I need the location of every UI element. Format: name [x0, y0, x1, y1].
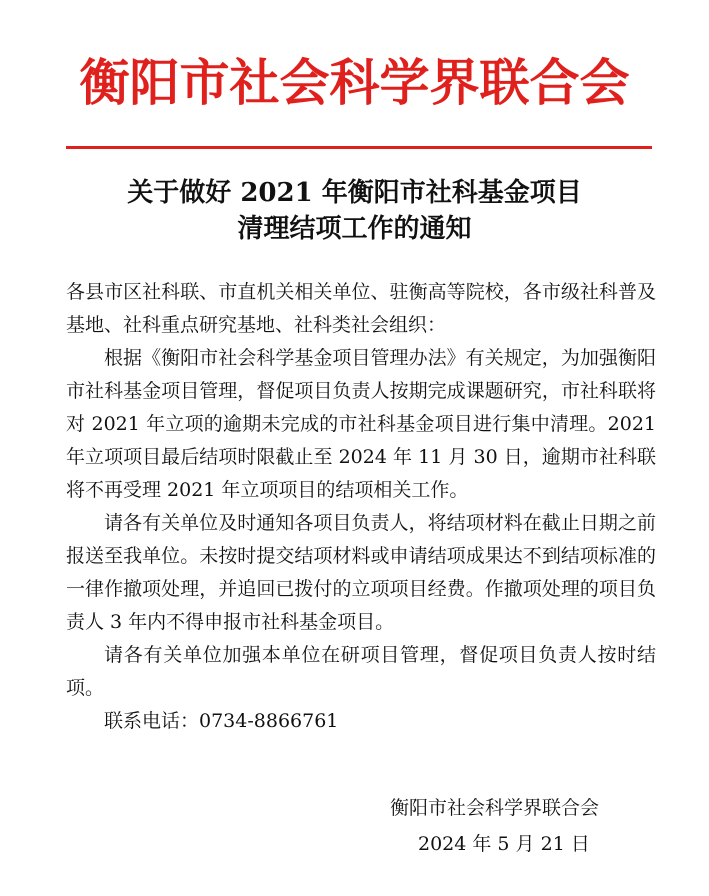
paragraph-3: 请各有关单位加强本单位在研项目管理，督促项目负责人按时结项。	[66, 644, 656, 699]
header-divider	[66, 146, 652, 149]
signature-date: 2024 年 5 月 21 日	[418, 833, 590, 855]
document-title	[0, 175, 709, 247]
paragraph-1: 根据《衡阳市社会科学基金项目管理办法》有关规定，为加强衡阳市社科基金项目管理，督促项目负责人按期完成课题研究，市社科联将对 2021 年立项的逾期未完成的市社科基金项目进行集中清理。2021 年立项项目最后结项时限截止至 2024 年 11 月 30 日，逾期市社科联将不再受理 2021 年立项项目的结项相关工作。	[66, 347, 656, 501]
contact-phone: 联系电话：0734-8866761	[104, 710, 339, 732]
title-line-2: 清理结项工作的通知	[237, 214, 472, 244]
salutation: 各县市区社科联、市直机关相关单位、驻衡高等院校，各市级社科普及基地、社科重点研究基地、社科类社会组织：	[66, 281, 656, 336]
signature-org: 衡阳市社会科学界联合会	[390, 797, 600, 819]
signature-block	[390, 790, 680, 862]
document-body	[66, 276, 656, 738]
paragraph-2: 请各有关单位及时通知各项目负责人，将结项材料在截止日期之前报送至我单位。未按时提交结项材料或申请结项成果达不到结项标准的一律作撤项处理，并追回已拨付的立项项目经费。作撤项处理的项目负责人 3 年内不得申报市社科基金项目。	[66, 512, 656, 633]
org-header-title: 衡阳市社会科学界联合会	[79, 53, 630, 112]
title-line-1: 关于做好 2021 年衡阳市社科基金项目	[127, 178, 582, 208]
